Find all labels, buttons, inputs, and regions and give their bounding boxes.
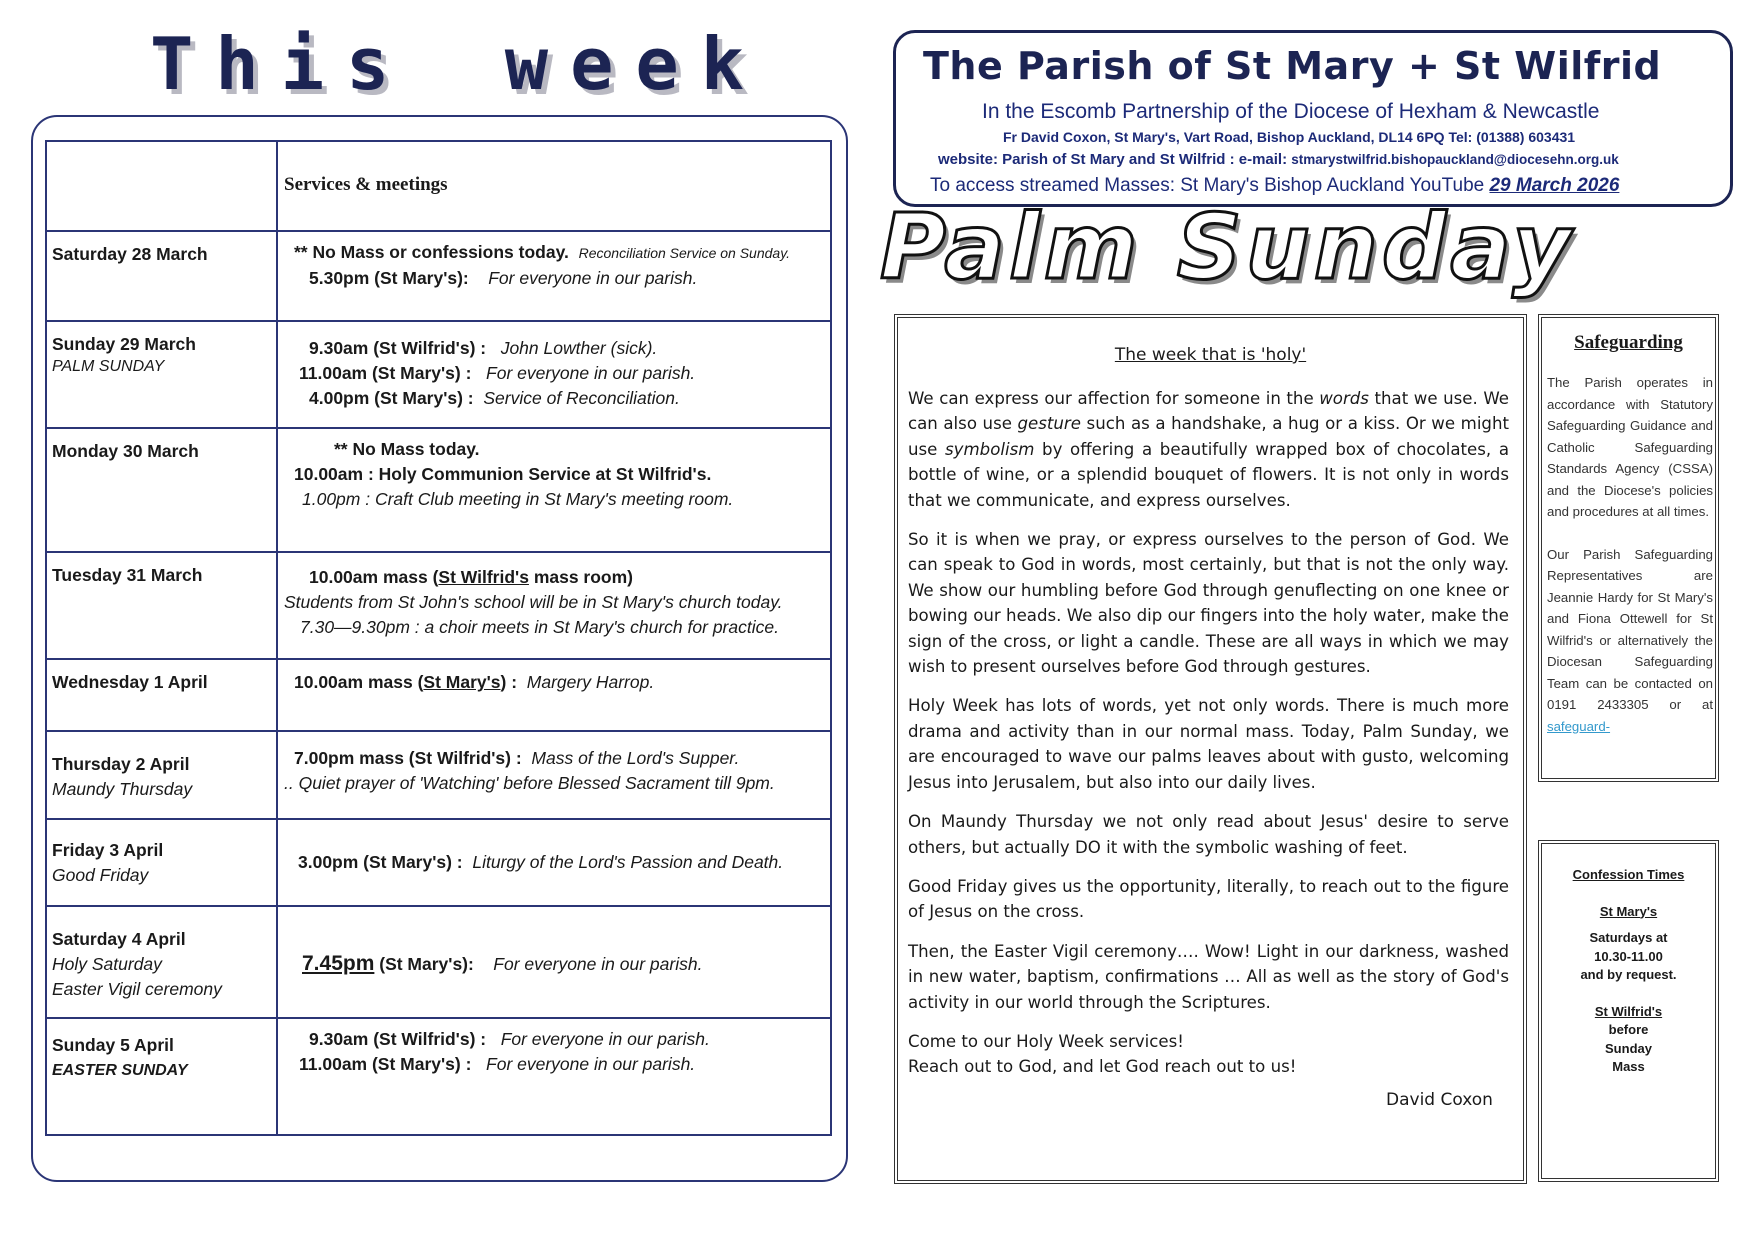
article-paragraph: We can express our affection for someone in the words that we use. We can also use gesture such as a handshake, a hug or a kiss. Or we might use symbolism by offering a beautifully wrapped box of chocolates, a bottle of wine, or a splendid bouquet of flowers. It is not only in words that we communicate, and express ourselves. <box>908 389 1509 510</box>
confession-times <box>1538 866 1719 1077</box>
event-line: 7.30—9.30pm : a choir meets in St Mary's church for practice. <box>300 617 779 637</box>
event-line <box>284 1052 824 1077</box>
table-header-row <box>46 141 831 231</box>
event-line: Students from St John's school will be in St Mary's church today. <box>284 592 783 612</box>
event-text: ) : <box>500 672 518 692</box>
day-name: Thursday 2 April <box>52 754 190 774</box>
partnership-line: In the Escomb Partnership of the Diocese of Hexham & Newcastle <box>982 100 1600 123</box>
day-subtitle: Holy Saturday <box>52 954 162 974</box>
article-closing: Come to our Holy Week services! Reach out to God, and let God reach out to us! <box>908 1031 1297 1077</box>
event-line <box>284 670 824 695</box>
event-detail: For everyone in our parish. <box>500 1029 710 1049</box>
issue-date: 29 March 2026 <box>1489 175 1620 196</box>
event-time: 4.00pm (St Mary's) : <box>309 388 474 408</box>
table-row <box>46 552 831 659</box>
article-paragraph: So it is when we pray, or express ourselves to the person of God. We can speak to God in words, most certainly, but that is not the only way. We show our humbling before God through genuflecting on one knee or bowing our heads. We also dip our fingers into the holy water, make the sign of the cross, or light a candle. These are all ways in which we may wish to present ourselves before God through gestures. <box>908 530 1509 677</box>
day-subtitle: EASTER SUNDAY <box>52 1062 188 1079</box>
event-line <box>284 951 824 977</box>
article-paragraph: Good Friday gives us the opportunity, literally, to reach out to the figure of Jesus on the cross. <box>908 876 1509 922</box>
day-cell <box>46 231 277 321</box>
event-text: 10.00am mass ( <box>309 567 439 587</box>
stream-line <box>930 175 1619 197</box>
event-line <box>284 1027 824 1052</box>
event-line <box>284 240 824 266</box>
contact-line: Fr David Coxon, St Mary's, Vart Road, Bishop Auckland, DL14 6PQ Tel: (01388) 603431 <box>1003 129 1576 145</box>
day-name: Friday 3 April <box>52 840 164 860</box>
website-label: website: Parish of St Mary and St Wilfrid : e-mail: <box>938 151 1288 168</box>
events-cell <box>277 552 831 659</box>
safeguarding-title: Safeguarding <box>1574 332 1683 353</box>
day-name: Wednesday 1 April <box>52 672 208 692</box>
event-time: 9.30am (St Wilfrid's) : <box>309 1029 487 1049</box>
events-cell <box>277 428 831 552</box>
event-location: (St Mary's): <box>374 954 474 974</box>
table-header-services: Services & meetings <box>277 141 831 231</box>
table-row <box>46 428 831 552</box>
event-line: ** No Mass today. <box>334 439 480 459</box>
table-row <box>46 731 831 819</box>
event-detail: For everyone in our parish. <box>493 954 703 974</box>
day-name: Saturday 4 April <box>52 929 186 949</box>
confession-time: 10.30-11.00 <box>1594 948 1663 964</box>
table-row <box>46 1018 831 1135</box>
events-cell <box>277 731 831 819</box>
events-cell <box>277 819 831 906</box>
event-text: ** No Mass or confessions today. <box>294 242 569 262</box>
article-body <box>908 386 1509 1080</box>
day-name: Monday 30 March <box>52 441 199 461</box>
confession-time: and by request. <box>1580 967 1677 982</box>
table-row <box>46 906 831 1018</box>
event-line <box>284 850 824 875</box>
events-cell <box>277 231 831 321</box>
event-location: St Mary's <box>423 672 501 692</box>
event-detail: For everyone in our parish. <box>486 363 696 383</box>
parish-title: The Parish of St Mary + St Wilfrid <box>923 44 1662 88</box>
event-time: 11.00am (St Mary's) : <box>299 363 472 383</box>
website-line <box>938 151 1619 168</box>
this-week-heading: This week <box>150 22 767 106</box>
events-cell <box>277 321 831 428</box>
event-detail: Margery Harrop. <box>526 672 655 692</box>
table-row <box>46 321 831 428</box>
day-subtitle: PALM SUNDAY <box>52 358 165 375</box>
event-line <box>284 361 824 386</box>
day-cell <box>46 731 277 819</box>
day-name: Sunday 29 March <box>52 334 196 354</box>
day-cell <box>46 428 277 552</box>
day-cell <box>46 819 277 906</box>
event-time: 5.30pm (St Mary's): <box>309 268 469 288</box>
event-line: .. Quiet prayer of 'Watching' before Blessed Sacrament till 9pm. <box>284 773 775 793</box>
safeguarding-paragraph: The Parish operates in accordance with Statutory Safeguarding Guidance and Catholic Safeguarding Standards Agency (CSSA) and the Diocese's policies and procedures at all times. <box>1547 375 1713 519</box>
day-cell <box>46 1018 277 1135</box>
palm-sunday-banner: Palm Sunday <box>880 195 1575 300</box>
confession-time: before <box>1608 1022 1649 1037</box>
confession-time: Saturdays at <box>1589 930 1668 945</box>
event-detail: Liturgy of the Lord's Passion and Death. <box>472 852 784 872</box>
event-detail: Service of Reconciliation. <box>483 388 680 408</box>
event-line <box>284 336 824 361</box>
article-title: The week that is 'holy' <box>1114 345 1307 365</box>
table-row <box>46 659 831 731</box>
event-line <box>284 565 824 590</box>
day-name: Tuesday 31 March <box>52 565 203 585</box>
day-cell <box>46 906 277 1018</box>
events-cell <box>277 659 831 731</box>
event-time: 7.00pm mass (St Wilfrid's) : <box>294 748 522 768</box>
article-paragraph: Then, the Easter Vigil ceremony…. Wow! Light in our darkness, washed in new water, baptism, confirmations … All as well as the story of God's activity in our world through the Scriptures. <box>908 941 1509 1012</box>
events-cell <box>277 906 831 1018</box>
schedule-table <box>45 140 832 1136</box>
event-line <box>284 746 824 771</box>
event-line <box>284 386 824 411</box>
event-text: 10.00am mass ( <box>294 672 424 692</box>
confession-time: Mass <box>1612 1059 1645 1074</box>
safeguarding-text <box>1547 372 1713 758</box>
day-subtitle: Easter Vigil ceremony <box>52 979 222 999</box>
confession-church-st-wilfrids: St Wilfrid's <box>1594 1003 1663 1019</box>
email-link[interactable]: stmarystwilfrid.bishopauckland@diocesehn.org.uk <box>1291 152 1619 167</box>
day-name: Saturday 28 March <box>52 244 208 264</box>
table-header-day-cell <box>46 141 277 231</box>
event-time: 11.00am (St Mary's) : <box>299 1054 472 1074</box>
day-name: Sunday 5 April <box>52 1035 174 1055</box>
confession-time: Sunday <box>1605 1040 1652 1056</box>
event-note: Reconciliation Service on Sunday. <box>578 245 791 261</box>
day-subtitle: Maundy Thursday <box>52 779 193 799</box>
event-detail: Mass of the Lord's Supper. <box>531 748 740 768</box>
event-location: St Wilfrid's <box>438 567 529 587</box>
confession-church-st-marys: St Mary's <box>1599 903 1658 919</box>
day-cell <box>46 321 277 428</box>
event-time: 3.00pm (St Mary's) : <box>298 852 463 872</box>
safeguarding-link[interactable]: safeguard- <box>1547 718 1611 734</box>
day-subtitle: Good Friday <box>52 865 149 885</box>
event-line <box>284 266 824 291</box>
day-cell <box>46 659 277 731</box>
day-cell <box>46 552 277 659</box>
event-detail: For everyone in our parish. <box>488 268 698 288</box>
stream-text: To access streamed Masses: St Mary's Bishop Auckland YouTube <box>930 175 1485 196</box>
table-row <box>46 819 831 906</box>
event-time: 9.30am (St Wilfrid's) : <box>309 338 487 358</box>
event-detail: For everyone in our parish. <box>486 1054 696 1074</box>
article-paragraph: Holy Week has lots of words, yet not only words. There is much more drama and activity than in our normal mass. Today, Palm Sunday, we are encouraged to wave our palms leaves about with gusto, welcoming Jesus into Jerusalem, but also into our daily lives. <box>908 696 1509 792</box>
confession-title: Confession Times <box>1572 867 1685 882</box>
article-signature: David Coxon <box>1386 1090 1493 1110</box>
event-text: mass room) <box>528 567 634 587</box>
table-row <box>46 231 831 321</box>
event-line: 1.00pm : Craft Club meeting in St Mary's meeting room. <box>302 489 734 509</box>
event-detail: John Lowther (sick). <box>500 338 658 358</box>
events-cell <box>277 1018 831 1135</box>
event-line: 10.00am : Holy Communion Service at St Wilfrid's. <box>294 464 712 484</box>
event-time: 7.45pm <box>302 952 375 975</box>
article-paragraph: On Maundy Thursday we not only read about Jesus' desire to serve others, but actually DO it with the symbolic washing of feet. <box>908 812 1509 857</box>
safeguarding-paragraph: Our Parish Safeguarding Representatives are Jeannie Hardy for St Mary's and Fiona Ottewell for St Wilfrid's or alternatively the Diocesan Safeguarding Team can be contacted on 0191 2433305 or at safeguard- <box>1547 546 1713 734</box>
